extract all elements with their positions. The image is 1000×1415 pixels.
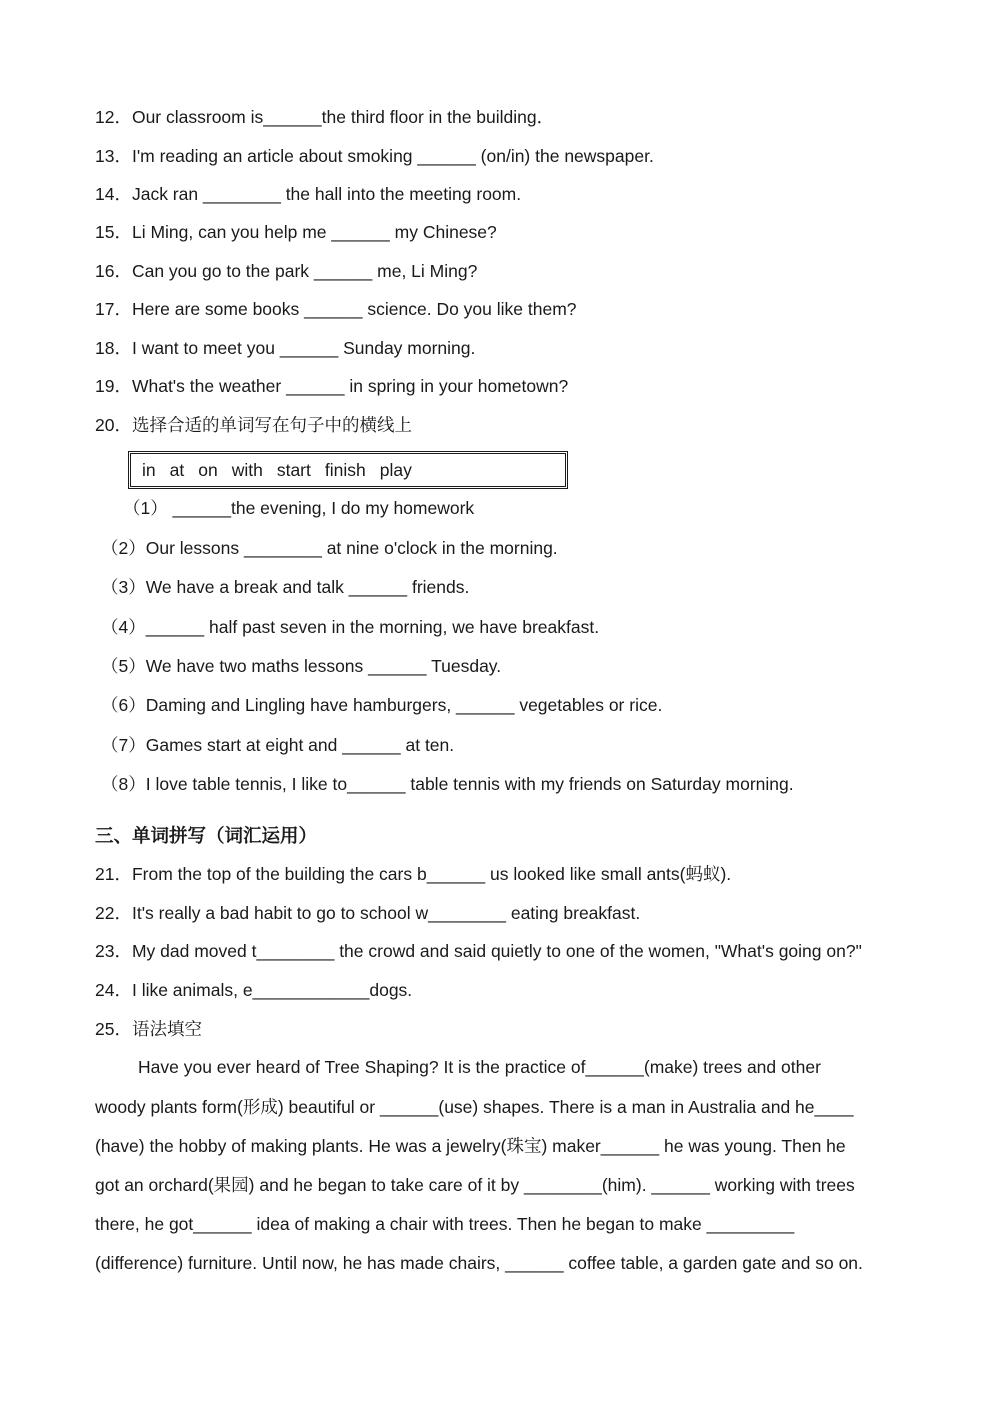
question-19: 19．What's the weather ______ in spring in your hometown? (95, 376, 569, 396)
question-13: 13．I'm reading an article about smoking ______ (on/in) the newspaper. (95, 146, 654, 166)
passage-line: woody plants form(形成) beautiful or ______(use) shapes. There is a man in Australia and he____ (95, 1097, 854, 1117)
sub-item-5: （5）We have two maths lessons ______ Tuesday. (101, 656, 502, 676)
question-17: 17．Here are some books ______ science. Do you like them? (95, 299, 577, 319)
question-22: 22．It's really a bad habit to go to school w________ eating breakfast. (95, 903, 641, 923)
sub-item-6: （6）Daming and Lingling have hamburgers, ______ vegetables or rice. (101, 695, 663, 715)
sub-item-8: （8）I love table tennis, I like to______ table tennis with my friends on Saturday morning. (101, 774, 794, 794)
word-bank-item: at (169, 460, 185, 480)
passage-line: Have you ever heard of Tree Shaping? It is the practice of______(make) trees and other (138, 1057, 821, 1077)
sub-item-7: （7）Games start at eight and ______ at ten. (101, 735, 455, 755)
sub-item-4: （4）______ half past seven in the morning, we have breakfast. (101, 617, 600, 637)
question-25: 25．语法填空 (95, 1019, 202, 1039)
question-24: 24．I like animals, e____________dogs. (95, 980, 413, 1000)
question-15: 15．Li Ming, can you help me ______ my Chinese? (95, 222, 497, 242)
question-12: 12．Our classroom is______the third floor in the building． (95, 107, 555, 127)
word-bank-item: play (379, 460, 412, 480)
word-bank-item: with (231, 460, 263, 480)
question-21: 21．From the top of the building the cars b______ us looked like small ants(蚂蚁). (95, 864, 732, 884)
passage-line: (have) the hobby of making plants. He was a jewelry(珠宝) maker______ he was young. Then he (95, 1136, 846, 1156)
question-14: 14．Jack ran ________ the hall into the meeting room. (95, 184, 522, 204)
question-16: 16．Can you go to the park ______ me, Li Ming? (95, 261, 478, 281)
word-bank-item: on (198, 460, 218, 480)
word-bank-item: in (142, 460, 156, 480)
word-bank-item: start (276, 460, 311, 480)
sub-item-1: （1） ______the evening, I do my homework (123, 498, 475, 518)
sub-item-3: （3）We have a break and talk ______ friends. (101, 577, 470, 597)
sub-item-2: （2）Our lessons ________ at nine o'clock in the morning. (101, 538, 558, 558)
question-18: 18．I want to meet you ______ Sunday morning. (95, 338, 476, 358)
word-bank-item: finish (324, 460, 366, 480)
word-bank-box (128, 451, 568, 489)
passage-line: there, he got______ idea of making a chair with trees. Then he began to make _________ (95, 1214, 795, 1234)
section-heading: 三、单词拼写（词汇运用） (95, 825, 318, 846)
passage-line: (difference) furniture. Until now, he has made chairs, ______ coffee table, a garden gate and so on. (95, 1253, 863, 1273)
question-23: 23．My dad moved t________ the crowd and said quietly to one of the women, "What's going on?" (95, 941, 862, 961)
passage-line: got an orchard(果园) and he began to take care of it by ________(him). ______ working with trees (95, 1175, 855, 1195)
question-20: 20．选择合适的单词写在句子中的横线上 (95, 415, 412, 435)
